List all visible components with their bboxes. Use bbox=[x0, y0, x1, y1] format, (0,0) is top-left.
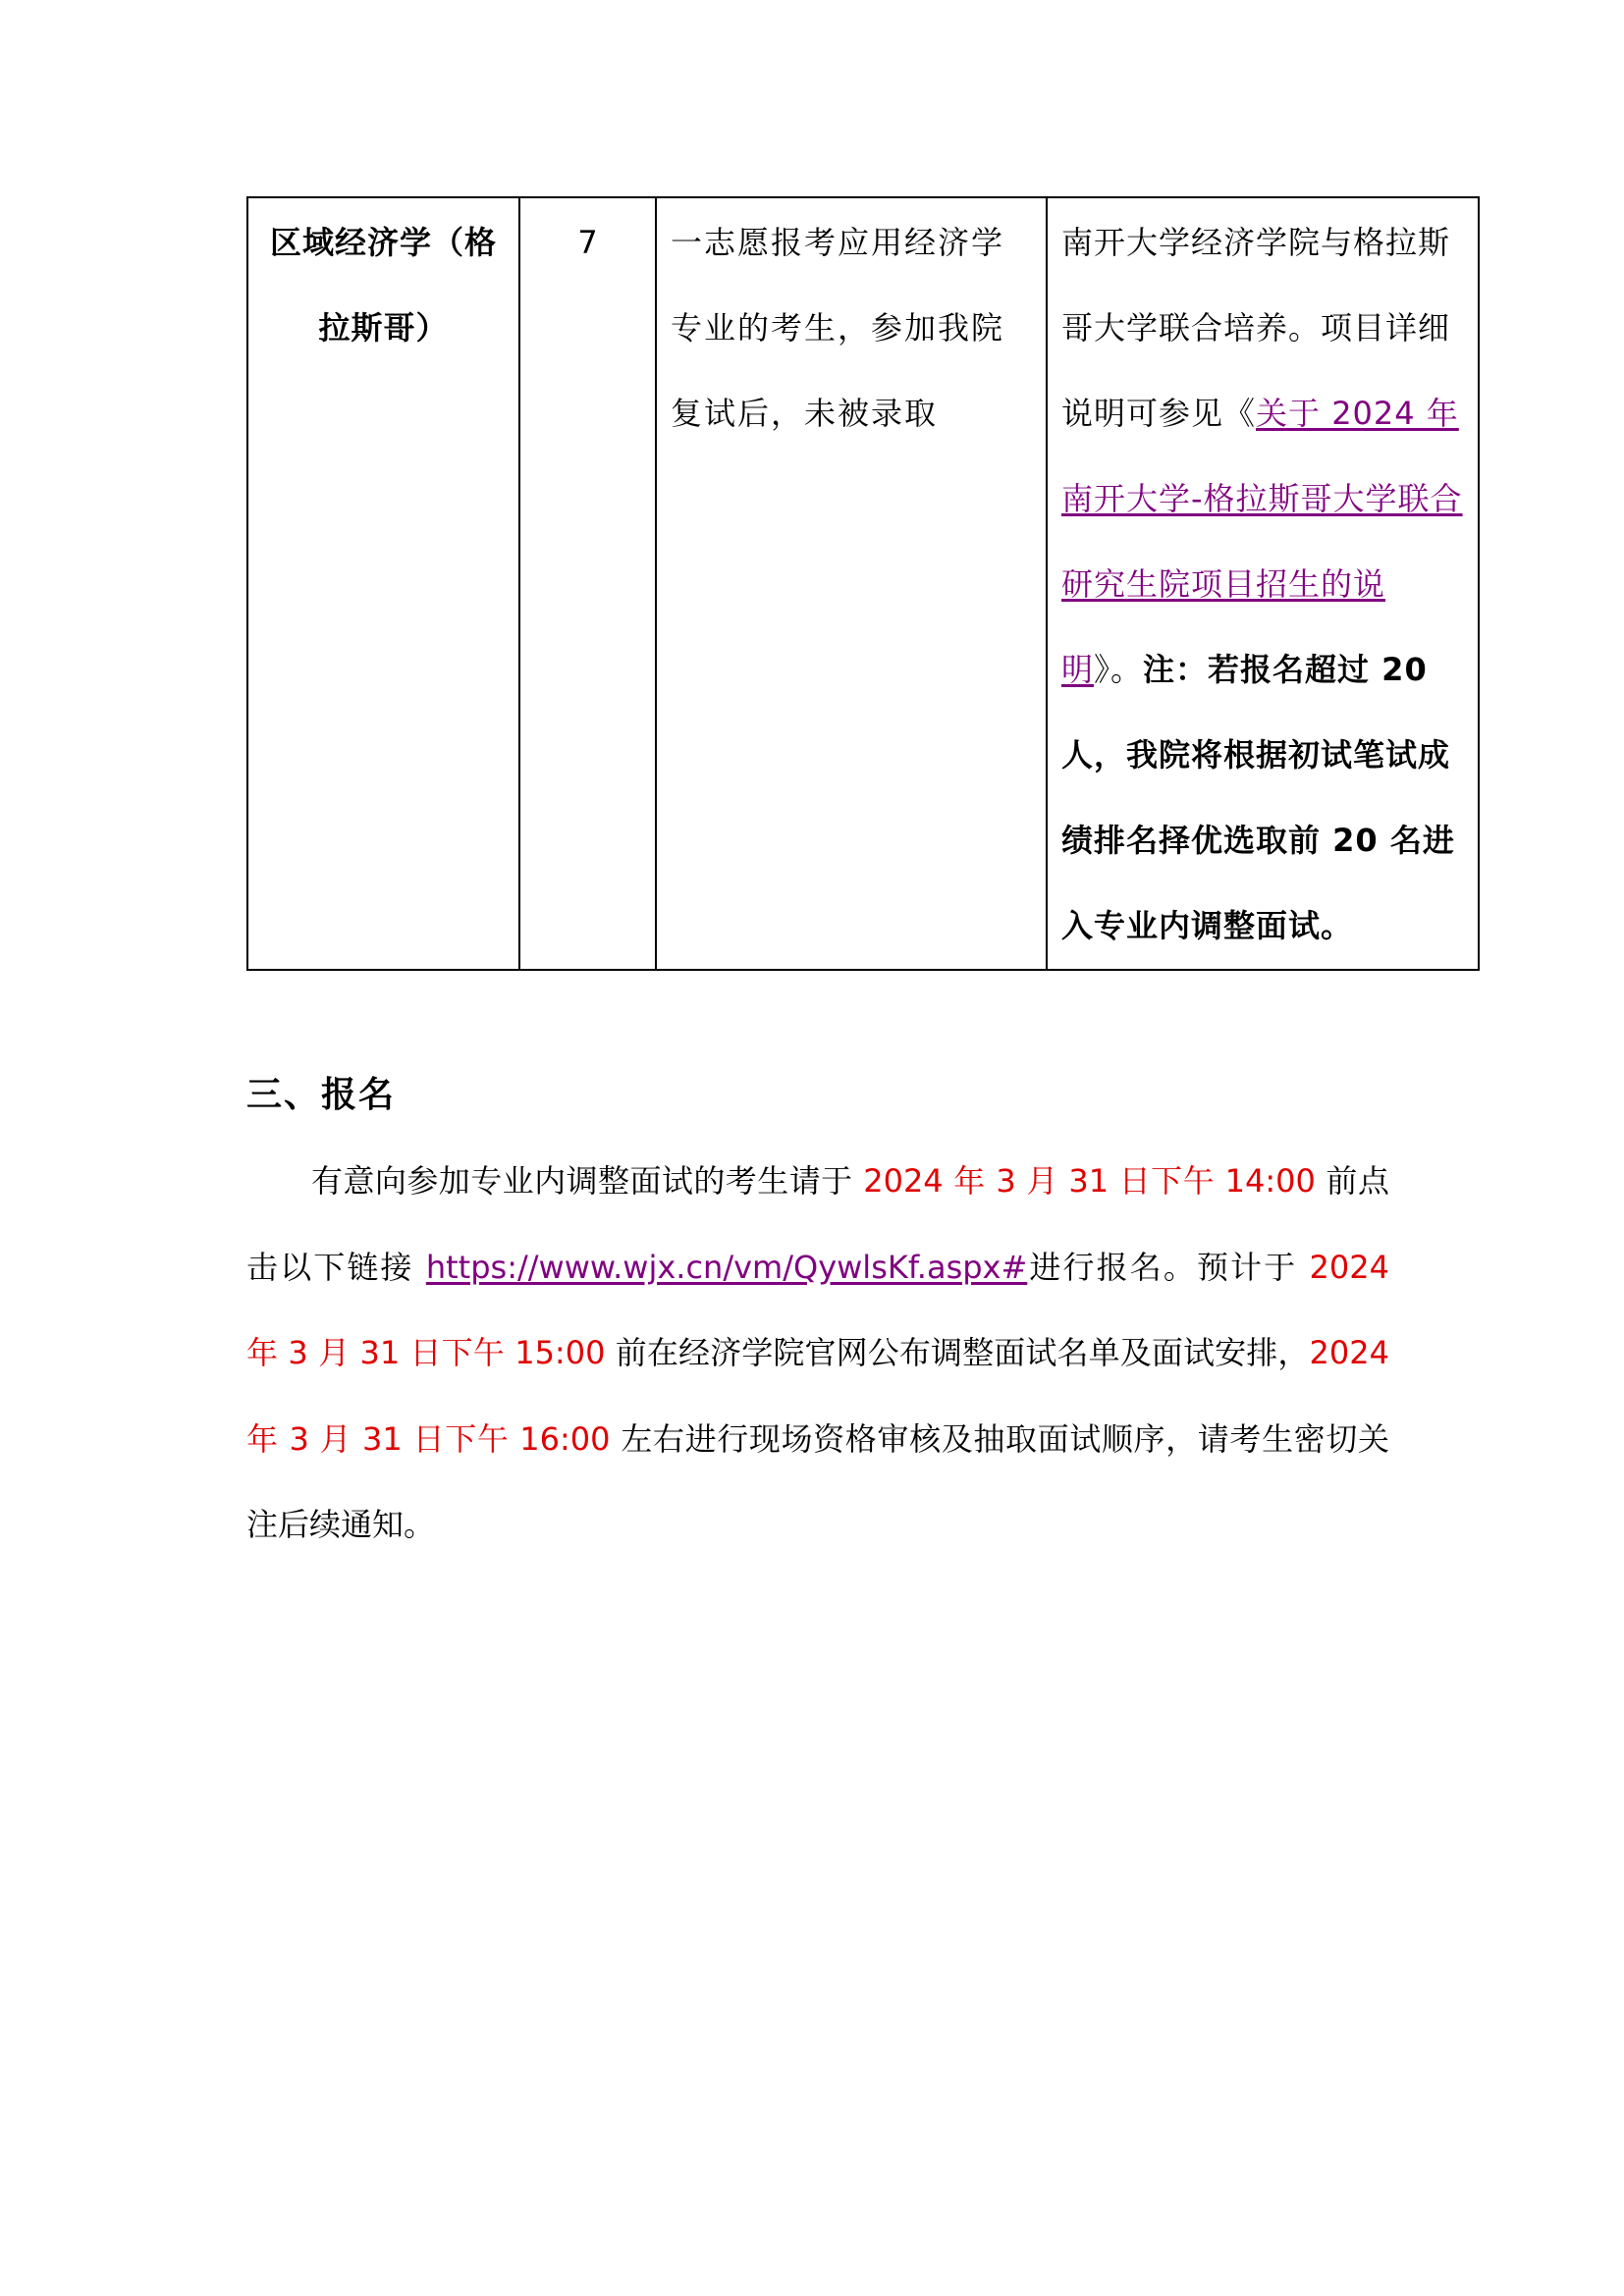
para-text-2: 前点击以下链接 bbox=[246, 1162, 1389, 1286]
program-notice-link[interactable]: 关于 2024 年南开大学-格拉斯哥大学联合研究生院项目招生的说明 bbox=[1061, 395, 1463, 688]
publish-date: 2024 年 3 月 31 日下午 15:00 bbox=[246, 1248, 1389, 1371]
para-text-4: 前在经济学院官网公布调整面试名单及面试安排， bbox=[605, 1334, 1310, 1371]
para-text-3: 进行报名。预计于 bbox=[1027, 1248, 1310, 1286]
review-date: 2024 年 3 月 31 日下午 16:00 bbox=[246, 1334, 1389, 1458]
bold-note: 注：若报名超过 20 人，我院将根据初试笔试成绩排名择优选取前 20 名进入专业内调整面试。 bbox=[1061, 651, 1455, 944]
notes-intro: 南开大学经济学院与格拉斯哥大学联合培养。项目详细说明可参见《 bbox=[1061, 224, 1451, 432]
deadline-date: 2024 年 3 月 31 日下午 14:00 bbox=[863, 1162, 1316, 1200]
eligibility-cell bbox=[656, 197, 1047, 970]
registration-link[interactable]: https://www.wjx.cn/vm/QywlsKf.aspx# bbox=[425, 1248, 1028, 1286]
eligibility-text: 一志愿报考应用经济学专业的考生，参加我院复试后，未被录取 bbox=[671, 224, 1005, 432]
para-text-1: 有意向参加专业内调整面试的考生请于 bbox=[311, 1162, 864, 1200]
notes-closing: 》。 bbox=[1094, 651, 1144, 688]
registration-paragraph bbox=[246, 1139, 1389, 1569]
para-text-5: 左右进行现场资格审核及抽取面试顺序，请考生密切关注后续通知。 bbox=[246, 1419, 1389, 1543]
table-row bbox=[247, 197, 1479, 970]
notes-text bbox=[1048, 200, 1478, 969]
major-name: 区域经济学（格拉斯哥） bbox=[269, 224, 497, 347]
notes-cell bbox=[1047, 197, 1479, 970]
quota-table bbox=[246, 196, 1480, 971]
section-title: 三、报名 bbox=[246, 1075, 397, 1115]
major-cell bbox=[247, 197, 519, 970]
quota-number: 7 bbox=[577, 224, 598, 261]
quota-cell bbox=[519, 197, 656, 970]
